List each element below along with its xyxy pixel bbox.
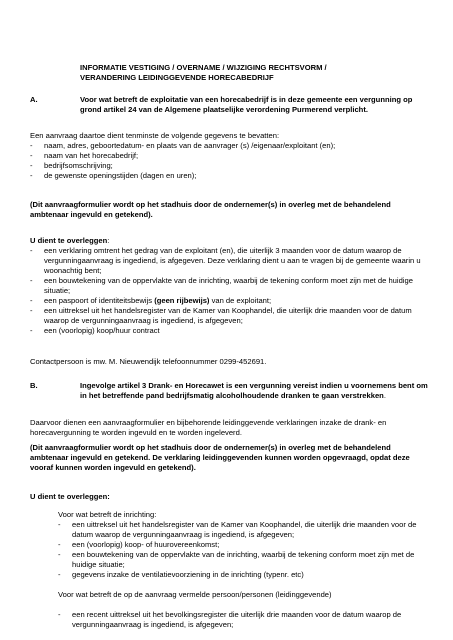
section-a-heading: A. Voor wat betreft de exploitatie van een horecabedrijf is in deze gemeente een vergunning op grond artikel 24 van de Algemene plaatselijke verordening Purmerend verplicht.	[30, 95, 413, 115]
persoon-list	[58, 610, 430, 630]
list-item: - een uittreksel uit het handelsregister van de Kamer van Koophandel, die uiterlijk drie maanden voor de datum waarop de vergunningaanvraag is ingediend, is afgegeven;	[30, 306, 412, 326]
section-a-intro: Een aanvraag daartoe dient tenminste de volgende gegevens te bevatten:	[30, 131, 280, 140]
list-item: - naam, adres, geboortedatum- en plaats van de aanvrager (s) /eigenaar/exploitant (en);	[30, 141, 336, 151]
list-item: - een (voorlopig) koop/huur contract	[30, 326, 160, 336]
section-a-overleggen-block	[30, 236, 430, 336]
list-item: - een uittreksel uit het handelsregister van de Kamer van Koophandel, die uiterlijk drie maanden voor de datum waarop de vergunningaanvraag is ingediend, is afgegeven;	[58, 520, 417, 540]
section-b-intro: Daarvoor dienen een aanvraagformulier en bijbehorende leidinggevende verklaringen inzake de drank- en horecavergunning te worden ingevuld en te worden ingeleverd.	[30, 418, 387, 438]
list-item: - bedrijfsomschrijving;	[30, 161, 113, 171]
section-b-note: (Dit aanvraagformulier wordt op het stadhuis door de ondernemer(s) in overleg met de behandelend ambtenaar ingevuld en getekend. De verklaring leidinggevenden kunnen worden opgevraagd, opdat deze vooraf kunnen worden ingevuld en getekend).	[30, 443, 410, 473]
list-item: - een recent uittreksel uit het bevolkingsregister die uiterlijk drie maanden voor de datum waarop de vergunningaanvraag is ingediend, is afgegeven;	[58, 610, 402, 630]
list-item: - de gewenste openingstijden (dagen en uren);	[30, 171, 197, 181]
section-a-list	[30, 141, 430, 181]
contact-line: Contactpersoon is mw. M. Nieuwendijk telefoonnummer 0299-452691.	[30, 357, 267, 366]
section-a-note: (Dit aanvraagformulier wordt op het stadhuis door de ondernemer(s) in overleg met de behandelend ambtenaar ingevuld en getekend).	[30, 200, 391, 220]
inrichting-list	[58, 520, 430, 580]
document-title: INFORMATIE VESTIGING / OVERNAME / WIJZIGING RECHTSVORM / VERANDERING LEIDINGGEVENDE HORECABEDRIJF	[80, 63, 327, 83]
list-item: - een (voorlopig) koop- of huurovereenkomst;	[58, 540, 220, 550]
persoon-block	[58, 590, 430, 630]
inrichting-label: Voor wat betreft de inrichting:	[58, 510, 157, 519]
list-item: - een paspoort of identiteitsbewijs (geen rijbewijs) van de exploitant;	[30, 296, 272, 306]
inrichting-block	[58, 510, 430, 580]
section-a-intro-block	[30, 131, 430, 181]
list-item: - naam van het horecabedrijf;	[30, 151, 139, 161]
list-item: - gegevens inzake de ventilatievoorziening in de inrichting (typenr. etc)	[58, 570, 304, 580]
persoon-label: Voor wat betreft de op de aanvraag vermelde persoon/personen (leidinggevende)	[58, 590, 332, 599]
section-b-overleggen: U dient te overleggen:	[30, 492, 110, 501]
list-item: - een bouwtekening van de oppervlakte van de inrichting, waarbij de tekening conform moet zijn met de huidige situatie;	[58, 550, 415, 570]
list-item: - een verklaring omtrent het gedrag van de exploitant (en), die uiterlijk 3 maanden voor de datum waarop de vergunningaanvraag is ingediend, is afgegeven. Deze verklaring dient u aan te vragen bij de gemeente waarin u woonachtig bent;	[30, 246, 421, 276]
section-b-heading: B. Ingevolge artikel 3 Drank- en Horecawet is een vergunning vereist indien u voornemens bent om in het betreffende pand bedrijfsmatig alcoholhoudende dranken te gaan verstrekken.	[30, 381, 428, 401]
overleggen-list	[30, 246, 430, 336]
list-item: - een bouwtekening van de oppervlakte van de inrichting, waarbij de tekening conform moet zijn met de huidige situatie;	[30, 276, 413, 296]
overleggen-heading: U dient te overleggen:	[30, 236, 110, 245]
